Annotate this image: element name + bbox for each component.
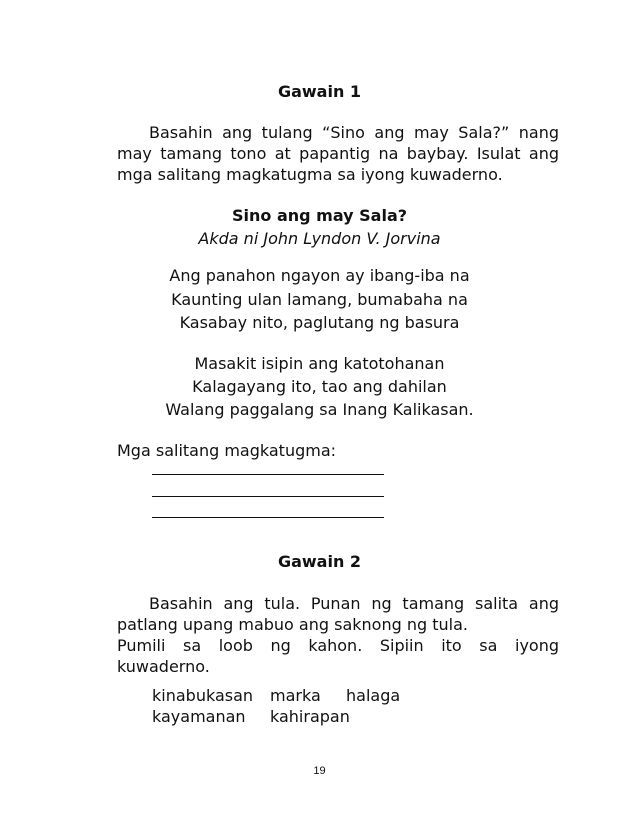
activity2-instruction-line-2: patlang upang mabuo ang saknong ng tula. <box>117 615 468 634</box>
activity2-heading: Gawain 2 <box>277 552 362 571</box>
poem-stanza2-line-3: Walang paggalang sa Inang Kalikasan. <box>165 400 474 419</box>
poem-title: Sino ang may Sala? <box>231 206 408 225</box>
poem-stanza2-line-1: Masakit isipin ang katotohanan <box>194 354 445 373</box>
poem-stanza2-line-2: Kalagayang ito, tao ang dahilan <box>192 377 447 396</box>
answer-blank-line-1[interactable] <box>152 474 384 475</box>
poem-stanza1-line-3: Kasabay nito, paglutang ng basura <box>179 313 460 332</box>
poem-stanza1-line-1: Ang panahon ngayon ay ibang-iba na <box>169 266 470 285</box>
activity2-instruction-line-1: Basahin ang tula. Punan ng tamang salita ang <box>149 594 559 613</box>
word-choice: kayamanan <box>152 707 246 726</box>
word-choice: marka <box>270 686 321 705</box>
page-number: 19 <box>313 765 326 777</box>
word-choice: kinabukasan <box>152 686 254 705</box>
answer-blank-line-2[interactable] <box>152 496 384 497</box>
activity1-instruction-line-2: may tamang tono at papantig na baybay. Isulat ang <box>117 144 559 163</box>
word-choice: halaga <box>346 686 401 705</box>
activity1-instruction-line-1: Basahin ang tulang “Sino ang may Sala?” nang <box>149 123 559 142</box>
word-box-row-1 <box>152 685 400 706</box>
activity2-instruction-line-3: Pumili sa loob ng kahon. Sipiin ito sa iyong <box>117 636 559 655</box>
rhyming-words-label: Mga salitang magkatugma: <box>117 441 337 460</box>
word-box-row-2 <box>152 706 350 727</box>
answer-blank-line-3[interactable] <box>152 517 384 518</box>
poem-stanza1-line-2: Kaunting ulan lamang, bumabaha na <box>171 290 468 309</box>
poem-author: Akda ni John Lyndon V. Jorvina <box>198 229 441 248</box>
activity1-heading: Gawain 1 <box>277 82 362 101</box>
word-choice: kahirapan <box>270 707 350 726</box>
activity2-instruction-line-4: kuwaderno. <box>117 657 210 676</box>
activity1-instruction-line-3: mga salitang magkatugma sa iyong kuwaderno. <box>117 165 503 184</box>
